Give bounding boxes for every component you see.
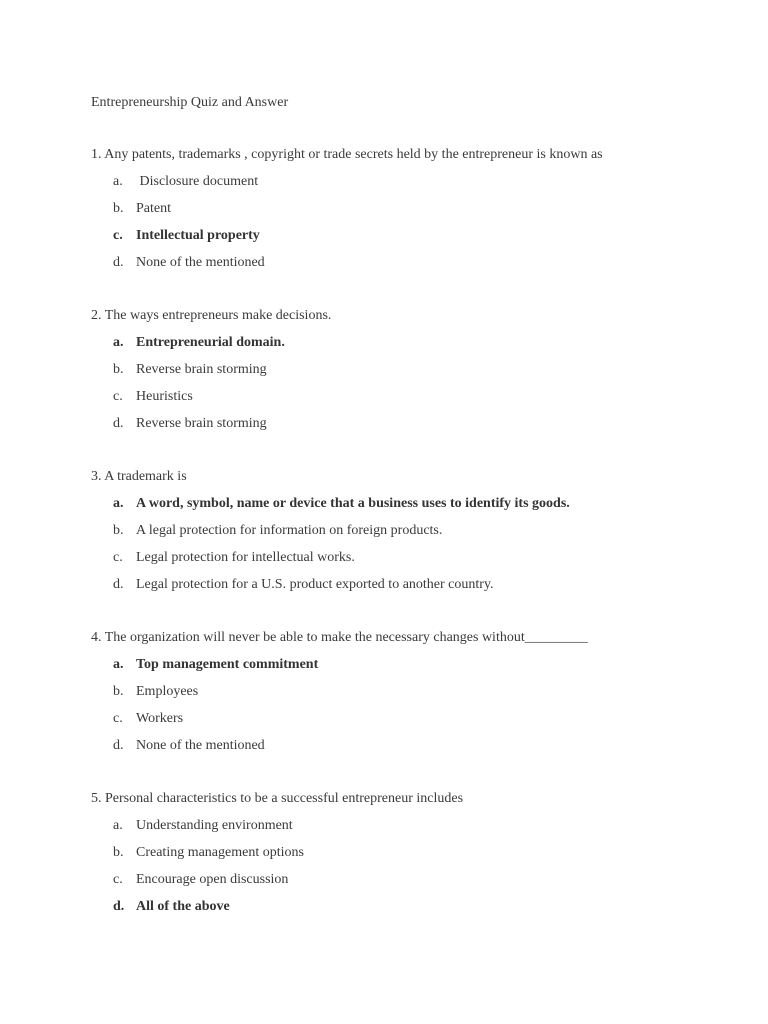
option-a bbox=[91, 334, 711, 361]
question-3 bbox=[91, 468, 711, 603]
question-text: 5. Personal characteristics to be a successful entrepreneur includes bbox=[91, 791, 464, 806]
option-c bbox=[91, 710, 711, 737]
option-a bbox=[91, 817, 711, 844]
option-letter: d. bbox=[113, 899, 125, 914]
question-text: 4. The organization will never be able to make the necessary changes without_________ bbox=[91, 630, 588, 645]
option-text: Entrepreneurial domain. bbox=[136, 335, 285, 350]
option-text: Intellectual property bbox=[136, 228, 260, 243]
option-text: None of the mentioned bbox=[136, 738, 265, 753]
answer-options bbox=[91, 334, 711, 442]
option-letter: c. bbox=[113, 228, 123, 243]
option-letter: c. bbox=[113, 711, 123, 726]
option-letter: b. bbox=[113, 684, 124, 699]
option-text: Top management commitment bbox=[136, 657, 319, 672]
question-4 bbox=[91, 629, 711, 764]
option-letter: d. bbox=[113, 416, 124, 431]
option-letter: a. bbox=[113, 335, 124, 350]
answer-options bbox=[91, 173, 711, 281]
question-2 bbox=[91, 307, 711, 442]
document-title: Entrepreneurship Quiz and Answer bbox=[91, 95, 289, 110]
option-text: All of the above bbox=[136, 899, 230, 914]
option-letter: a. bbox=[113, 174, 123, 189]
option-letter: b. bbox=[113, 523, 124, 538]
answer-options bbox=[91, 656, 711, 764]
option-text: Patent bbox=[136, 201, 171, 216]
answer-options bbox=[91, 817, 711, 925]
option-letter: d. bbox=[113, 738, 124, 753]
option-d bbox=[91, 576, 711, 603]
option-b bbox=[91, 683, 711, 710]
option-letter: d. bbox=[113, 255, 124, 270]
option-text: A legal protection for information on foreign products. bbox=[136, 523, 443, 538]
option-text: Disclosure document bbox=[136, 174, 259, 189]
option-text: Encourage open discussion bbox=[136, 872, 289, 887]
option-letter: c. bbox=[113, 872, 123, 887]
option-text: Reverse brain storming bbox=[136, 362, 267, 377]
option-b bbox=[91, 200, 711, 227]
option-letter: b. bbox=[113, 201, 124, 216]
option-text: Understanding environment bbox=[136, 818, 293, 833]
option-letter: c. bbox=[113, 389, 123, 404]
question-text: 3. A trademark is bbox=[91, 469, 187, 484]
option-a bbox=[91, 656, 711, 683]
question-1 bbox=[91, 146, 711, 281]
option-a bbox=[91, 495, 711, 522]
option-b bbox=[91, 522, 711, 549]
option-text: Employees bbox=[136, 684, 199, 699]
option-a bbox=[91, 173, 711, 200]
option-letter: b. bbox=[113, 845, 124, 860]
option-text: Reverse brain storming bbox=[136, 416, 267, 431]
option-letter: c. bbox=[113, 550, 123, 565]
question-text: 1. Any patents, trademarks , copyright or trade secrets held by the entrepreneur is known as bbox=[91, 147, 603, 162]
option-c bbox=[91, 227, 711, 254]
option-text: Legal protection for intellectual works. bbox=[136, 550, 355, 565]
option-b bbox=[91, 844, 711, 871]
option-text: Workers bbox=[136, 711, 184, 726]
answer-options bbox=[91, 495, 711, 603]
option-d bbox=[91, 415, 711, 442]
question-5 bbox=[91, 790, 711, 925]
option-text: A word, symbol, name or device that a business uses to identify its goods. bbox=[136, 496, 570, 511]
option-letter: b. bbox=[113, 362, 124, 377]
option-letter: a. bbox=[113, 496, 124, 511]
option-c bbox=[91, 549, 711, 576]
option-text: Creating management options bbox=[136, 845, 304, 860]
option-letter: a. bbox=[113, 818, 123, 833]
option-c bbox=[91, 871, 711, 898]
option-letter: a. bbox=[113, 657, 124, 672]
option-d bbox=[91, 898, 711, 925]
option-text: Legal protection for a U.S. product exported to another country. bbox=[136, 577, 494, 592]
option-letter: d. bbox=[113, 577, 124, 592]
question-text: 2. The ways entrepreneurs make decisions. bbox=[91, 308, 332, 323]
option-text: None of the mentioned bbox=[136, 255, 265, 270]
option-d bbox=[91, 254, 711, 281]
option-d bbox=[91, 737, 711, 764]
option-c bbox=[91, 388, 711, 415]
option-b bbox=[91, 361, 711, 388]
option-text: Heuristics bbox=[136, 389, 193, 404]
